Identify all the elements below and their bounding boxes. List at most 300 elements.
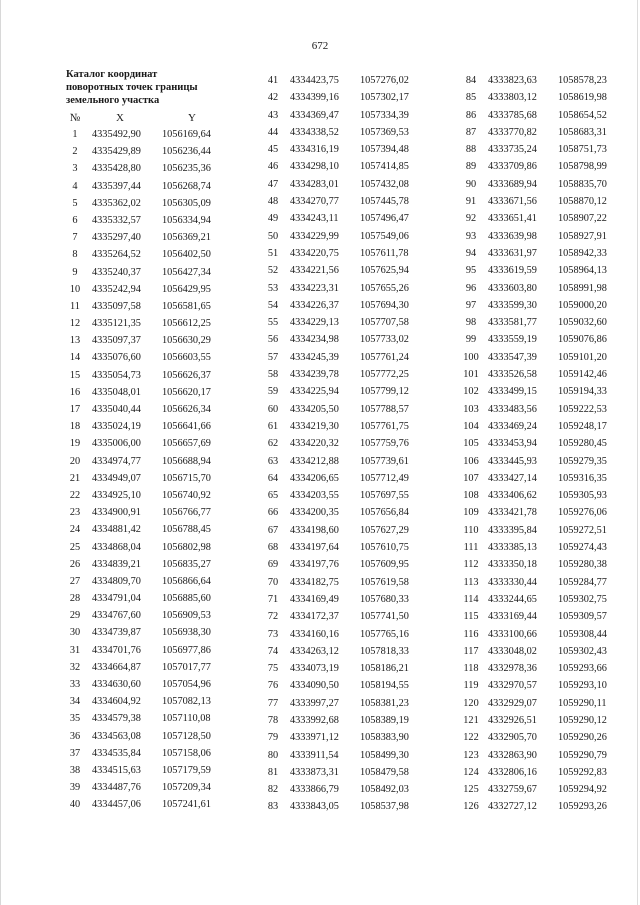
y-coordinate: 1056603,55 xyxy=(162,352,211,364)
point-number: 101 xyxy=(463,369,479,381)
y-coordinate: 1057611,78 xyxy=(360,247,409,259)
point-number: 93 xyxy=(465,230,477,242)
y-coordinate: 1059142,46 xyxy=(558,369,607,381)
x-coordinate: 4334399,16 xyxy=(290,92,339,104)
x-coordinate: 4334839,21 xyxy=(92,558,141,570)
y-coordinate: 1058492,03 xyxy=(360,784,409,796)
y-coordinate: 1057334,39 xyxy=(360,109,409,121)
point-number: 60 xyxy=(267,403,279,415)
y-coordinate: 1057799,12 xyxy=(360,386,409,398)
x-coordinate: 4334226,37 xyxy=(290,299,339,311)
y-coordinate: 1058751,73 xyxy=(558,144,607,156)
y-coordinate: 1059302,43 xyxy=(558,645,607,657)
y-coordinate: 1056630,29 xyxy=(162,335,211,347)
x-coordinate: 4333499,15 xyxy=(488,386,537,398)
x-coordinate: 4333559,19 xyxy=(488,334,537,346)
point-number: 16 xyxy=(69,386,81,398)
x-coordinate: 4333244,65 xyxy=(488,593,537,605)
point-number: 125 xyxy=(463,784,479,796)
page-edge-left xyxy=(0,0,1,905)
point-number: 110 xyxy=(463,524,479,536)
point-number: 10 xyxy=(69,283,81,295)
point-number: 74 xyxy=(267,645,279,657)
x-coordinate: 4333843,05 xyxy=(290,801,339,813)
page-number: 672 xyxy=(311,40,329,52)
x-coordinate: 4334169,49 xyxy=(290,593,339,605)
point-number: 92 xyxy=(465,213,477,225)
y-coordinate: 1059292,83 xyxy=(558,766,607,778)
point-number: 100 xyxy=(463,351,479,363)
point-number: 24 xyxy=(69,524,81,536)
y-coordinate: 1059280,45 xyxy=(558,438,607,450)
point-number: 106 xyxy=(463,455,479,467)
y-coordinate: 1057609,95 xyxy=(360,559,409,571)
point-number: 103 xyxy=(463,403,479,415)
y-coordinate: 1057818,33 xyxy=(360,645,409,657)
y-coordinate: 1056581,65 xyxy=(162,300,211,312)
y-coordinate: 1056305,09 xyxy=(162,197,211,209)
x-coordinate: 4334630,60 xyxy=(92,679,141,690)
y-coordinate: 1059308,44 xyxy=(558,628,607,640)
y-coordinate: 1057627,29 xyxy=(360,524,409,536)
x-coordinate: 4335076,60 xyxy=(92,352,141,364)
y-coordinate: 1058927,91 xyxy=(558,230,607,242)
x-coordinate: 4333671,56 xyxy=(488,196,537,208)
x-coordinate: 4335242,94 xyxy=(92,283,141,295)
x-coordinate: 4335428,80 xyxy=(92,163,141,175)
y-coordinate: 1057656,84 xyxy=(360,507,409,519)
header-y: Y xyxy=(188,112,196,124)
x-coordinate: 4333547,39 xyxy=(488,351,537,363)
point-number: 113 xyxy=(463,576,479,588)
y-coordinate: 1057788,57 xyxy=(360,403,409,415)
point-number: 61 xyxy=(267,420,279,432)
y-coordinate: 1059076,86 xyxy=(558,334,607,346)
x-coordinate: 4334073,19 xyxy=(290,663,339,675)
x-coordinate: 4334974,77 xyxy=(92,455,141,467)
x-coordinate: 4332926,51 xyxy=(488,714,537,726)
y-coordinate: 1057054,96 xyxy=(162,679,211,690)
y-coordinate: 1057759,76 xyxy=(360,438,409,450)
y-coordinate: 1059280,38 xyxy=(558,559,607,571)
point-number: 80 xyxy=(267,749,279,761)
y-coordinate: 1057697,55 xyxy=(360,490,409,502)
y-coordinate: 1057610,75 xyxy=(360,542,409,554)
x-coordinate: 4335397,44 xyxy=(92,180,141,192)
point-number: 68 xyxy=(267,542,279,554)
point-number: 88 xyxy=(465,144,477,156)
x-coordinate: 4334925,10 xyxy=(92,489,141,501)
y-coordinate: 1058383,90 xyxy=(360,732,409,744)
y-coordinate: 1058870,12 xyxy=(558,196,607,208)
x-coordinate: 4333639,98 xyxy=(488,230,537,242)
point-number: 47 xyxy=(267,178,279,190)
y-coordinate: 1057707,58 xyxy=(360,317,409,329)
x-coordinate: 4335362,02 xyxy=(92,197,141,209)
x-coordinate: 4335024,19 xyxy=(92,421,141,433)
y-coordinate: 1059290,79 xyxy=(558,749,607,761)
x-coordinate: 4334515,63 xyxy=(92,764,141,776)
y-coordinate: 1059293,10 xyxy=(558,680,607,692)
header-x: X xyxy=(116,112,124,124)
x-coordinate: 4333385,13 xyxy=(488,542,537,554)
y-coordinate: 1057496,47 xyxy=(360,213,409,225)
x-coordinate: 4334198,60 xyxy=(290,524,339,536)
y-coordinate: 1057082,13 xyxy=(162,696,211,708)
x-coordinate: 4334203,55 xyxy=(290,490,339,502)
x-coordinate: 4333421,78 xyxy=(488,507,537,519)
point-number: 109 xyxy=(463,507,479,519)
x-coordinate: 4335264,52 xyxy=(92,249,141,261)
y-coordinate: 1058907,22 xyxy=(558,213,607,225)
y-coordinate: 1057619,58 xyxy=(360,576,409,588)
point-number: 112 xyxy=(463,559,479,571)
y-coordinate: 1056427,34 xyxy=(162,266,211,278)
point-number: 40 xyxy=(69,799,81,811)
point-number: 1 xyxy=(72,129,78,140)
x-coordinate: 4334881,42 xyxy=(92,524,141,536)
point-number: 115 xyxy=(463,611,479,623)
point-number: 46 xyxy=(267,161,279,173)
point-number: 32 xyxy=(69,661,81,673)
x-coordinate: 4333445,93 xyxy=(488,455,537,467)
point-number: 56 xyxy=(267,334,279,346)
point-number: 63 xyxy=(267,455,279,467)
point-number: 54 xyxy=(267,299,279,311)
point-number: 73 xyxy=(267,628,279,640)
x-coordinate: 4333581,77 xyxy=(488,317,537,329)
y-coordinate: 1056620,17 xyxy=(162,386,211,398)
y-coordinate: 1059293,26 xyxy=(558,801,607,813)
point-number: 20 xyxy=(69,455,81,467)
x-coordinate: 4334220,75 xyxy=(290,247,339,259)
x-coordinate: 4334809,70 xyxy=(92,575,141,587)
y-coordinate: 1056429,95 xyxy=(162,283,211,295)
x-coordinate: 4335429,89 xyxy=(92,146,141,158)
x-coordinate: 4334457,06 xyxy=(92,799,141,811)
y-coordinate: 1057765,16 xyxy=(360,628,409,640)
point-number: 41 xyxy=(267,75,279,86)
x-coordinate: 4333803,12 xyxy=(488,92,537,104)
x-coordinate: 4333689,94 xyxy=(488,178,537,190)
x-coordinate: 4334423,75 xyxy=(290,75,339,86)
x-coordinate: 4334487,76 xyxy=(92,782,141,794)
point-number: 79 xyxy=(267,732,279,744)
point-number: 9 xyxy=(72,266,78,278)
x-coordinate: 4334200,35 xyxy=(290,507,339,519)
x-coordinate: 4334223,31 xyxy=(290,282,339,294)
x-coordinate: 4333770,82 xyxy=(488,126,537,138)
y-coordinate: 1057761,75 xyxy=(360,420,409,432)
y-coordinate: 1057209,34 xyxy=(162,782,211,794)
x-coordinate: 4335332,57 xyxy=(92,214,141,226)
x-coordinate: 4333048,02 xyxy=(488,645,537,657)
x-coordinate: 4335097,37 xyxy=(92,335,141,347)
x-coordinate: 4333735,24 xyxy=(488,144,537,156)
y-coordinate: 1058578,23 xyxy=(558,75,607,86)
x-coordinate: 4334234,98 xyxy=(290,334,339,346)
x-coordinate: 4333406,62 xyxy=(488,490,537,502)
point-number: 107 xyxy=(463,472,479,484)
x-coordinate: 4333483,56 xyxy=(488,403,537,415)
x-coordinate: 4333651,41 xyxy=(488,213,537,225)
y-coordinate: 1058964,13 xyxy=(558,265,607,277)
point-number: 57 xyxy=(267,351,279,363)
point-number: 95 xyxy=(465,265,477,277)
point-number: 71 xyxy=(267,593,279,605)
y-coordinate: 1057432,08 xyxy=(360,178,409,190)
point-number: 82 xyxy=(267,784,279,796)
x-coordinate: 4333599,30 xyxy=(488,299,537,311)
x-coordinate: 4332929,07 xyxy=(488,697,537,709)
point-number: 39 xyxy=(69,782,81,794)
y-coordinate: 1056626,34 xyxy=(162,404,211,415)
x-coordinate: 4333911,54 xyxy=(290,749,339,761)
point-number: 62 xyxy=(267,438,279,450)
point-number: 45 xyxy=(267,144,279,156)
y-coordinate: 1056641,66 xyxy=(162,421,211,433)
point-number: 75 xyxy=(267,663,279,675)
x-coordinate: 4332806,16 xyxy=(488,766,537,778)
x-coordinate: 4334701,76 xyxy=(92,644,141,656)
x-coordinate: 4332863,90 xyxy=(488,749,537,761)
x-coordinate: 4334316,19 xyxy=(290,144,339,156)
x-coordinate: 4332759,67 xyxy=(488,784,537,796)
point-number: 3 xyxy=(72,163,78,175)
y-coordinate: 1056657,69 xyxy=(162,438,211,450)
x-coordinate: 4334767,60 xyxy=(92,610,141,622)
y-coordinate: 1059290,26 xyxy=(558,732,607,744)
y-coordinate: 1059302,75 xyxy=(558,593,607,605)
y-coordinate: 1057733,02 xyxy=(360,334,409,346)
point-number: 102 xyxy=(463,386,479,398)
point-number: 90 xyxy=(465,178,477,190)
point-number: 49 xyxy=(267,213,279,225)
y-coordinate: 1056402,50 xyxy=(162,249,211,261)
y-coordinate: 1056612,25 xyxy=(162,318,211,330)
header-number: № xyxy=(69,112,81,124)
point-number: 81 xyxy=(267,766,279,778)
point-number: 25 xyxy=(69,541,81,553)
x-coordinate: 4334283,01 xyxy=(290,178,339,190)
y-coordinate: 1059316,35 xyxy=(558,472,607,484)
y-coordinate: 1059194,33 xyxy=(558,386,607,398)
point-number: 4 xyxy=(72,180,78,192)
y-coordinate: 1057394,48 xyxy=(360,144,409,156)
y-coordinate: 1057302,17 xyxy=(360,92,409,104)
point-number: 33 xyxy=(69,679,81,690)
y-coordinate: 1056909,53 xyxy=(162,610,211,622)
y-coordinate: 1059279,35 xyxy=(558,455,607,467)
y-coordinate: 1058499,30 xyxy=(360,749,409,761)
point-number: 78 xyxy=(267,714,279,726)
y-coordinate: 1058683,31 xyxy=(558,126,607,138)
point-number: 69 xyxy=(267,559,279,571)
point-number: 31 xyxy=(69,644,81,656)
y-coordinate: 1056235,36 xyxy=(162,163,211,175)
x-coordinate: 4335040,44 xyxy=(92,404,141,415)
x-coordinate: 4334172,37 xyxy=(290,611,339,623)
point-number: 64 xyxy=(267,472,279,484)
y-coordinate: 1059272,51 xyxy=(558,524,607,536)
x-coordinate: 4335240,37 xyxy=(92,266,141,278)
x-coordinate: 4334664,87 xyxy=(92,661,141,673)
x-coordinate: 4333169,44 xyxy=(488,611,537,623)
y-coordinate: 1056977,86 xyxy=(162,644,211,656)
y-coordinate: 1056236,44 xyxy=(162,146,211,158)
point-number: 94 xyxy=(465,247,477,259)
point-number: 15 xyxy=(69,369,81,381)
x-coordinate: 4334182,75 xyxy=(290,576,339,588)
y-coordinate: 1058619,98 xyxy=(558,92,607,104)
point-number: 104 xyxy=(463,420,479,432)
x-coordinate: 4334535,84 xyxy=(92,747,141,759)
y-coordinate: 1059276,06 xyxy=(558,507,607,519)
point-number: 114 xyxy=(463,593,479,605)
y-coordinate: 1057017,77 xyxy=(162,661,211,673)
catalog-title-line: Каталог координат xyxy=(66,69,158,80)
y-coordinate: 1059032,60 xyxy=(558,317,607,329)
y-coordinate: 1056866,64 xyxy=(162,575,211,587)
point-number: 84 xyxy=(465,75,477,86)
y-coordinate: 1056938,30 xyxy=(162,627,211,639)
point-number: 38 xyxy=(69,764,81,776)
y-coordinate: 1059274,43 xyxy=(558,542,607,554)
x-coordinate: 4334270,77 xyxy=(290,196,339,208)
y-coordinate: 1057712,49 xyxy=(360,472,409,484)
x-coordinate: 4334263,12 xyxy=(290,645,339,657)
catalog-title-line: поворотных точек границы xyxy=(66,82,198,93)
point-number: 12 xyxy=(69,318,81,330)
y-coordinate: 1057625,94 xyxy=(360,265,409,277)
point-number: 13 xyxy=(69,335,81,347)
catalog-title xyxy=(66,68,256,107)
y-coordinate: 1059290,12 xyxy=(558,714,607,726)
x-coordinate: 4334212,88 xyxy=(290,455,339,467)
x-coordinate: 4333823,63 xyxy=(488,75,537,86)
y-coordinate: 1057414,85 xyxy=(360,161,409,173)
point-number: 23 xyxy=(69,507,81,519)
point-number: 116 xyxy=(463,628,479,640)
point-number: 76 xyxy=(267,680,279,692)
x-coordinate: 4334338,52 xyxy=(290,126,339,138)
y-coordinate: 1059305,93 xyxy=(558,490,607,502)
y-coordinate: 1057276,02 xyxy=(360,75,409,86)
x-coordinate: 4333631,97 xyxy=(488,247,537,259)
y-coordinate: 1056766,77 xyxy=(162,507,211,519)
point-number: 14 xyxy=(69,352,81,364)
y-coordinate: 1058186,21 xyxy=(360,663,409,675)
y-coordinate: 1058991,98 xyxy=(558,282,607,294)
point-number: 105 xyxy=(463,438,479,450)
y-coordinate: 1058798,99 xyxy=(558,161,607,173)
point-number: 8 xyxy=(72,249,78,261)
y-coordinate: 1057761,24 xyxy=(360,351,409,363)
y-coordinate: 1059290,11 xyxy=(558,697,607,709)
y-coordinate: 1058381,23 xyxy=(360,697,409,709)
x-coordinate: 4334090,50 xyxy=(290,680,339,692)
y-coordinate: 1057741,50 xyxy=(360,611,409,623)
point-number: 50 xyxy=(267,230,279,242)
x-coordinate: 4333785,68 xyxy=(488,109,537,121)
x-coordinate: 4334739,87 xyxy=(92,627,141,639)
x-coordinate: 4334563,08 xyxy=(92,730,141,742)
x-coordinate: 4333866,79 xyxy=(290,784,339,796)
y-coordinate: 1057445,78 xyxy=(360,196,409,208)
x-coordinate: 4333992,68 xyxy=(290,714,339,726)
x-coordinate: 4334206,65 xyxy=(290,472,339,484)
x-coordinate: 4333395,84 xyxy=(488,524,537,536)
point-number: 65 xyxy=(267,490,279,502)
y-coordinate: 1056334,94 xyxy=(162,214,211,226)
x-coordinate: 4334229,13 xyxy=(290,317,339,329)
x-coordinate: 4334298,10 xyxy=(290,161,339,173)
y-coordinate: 1058479,58 xyxy=(360,766,409,778)
y-coordinate: 1057680,33 xyxy=(360,593,409,605)
y-coordinate: 1057128,50 xyxy=(162,730,211,742)
y-coordinate: 1059000,20 xyxy=(558,299,607,311)
x-coordinate: 4333453,94 xyxy=(488,438,537,450)
x-coordinate: 4334239,78 xyxy=(290,369,339,381)
point-number: 67 xyxy=(267,524,279,536)
y-coordinate: 1056688,94 xyxy=(162,455,211,467)
point-number: 86 xyxy=(465,109,477,121)
point-number: 89 xyxy=(465,161,477,173)
point-number: 34 xyxy=(69,696,81,708)
x-coordinate: 4333427,14 xyxy=(488,472,537,484)
catalog-title-line: земельного участка xyxy=(66,95,160,106)
point-number: 98 xyxy=(465,317,477,329)
point-number: 85 xyxy=(465,92,477,104)
x-coordinate: 4334868,04 xyxy=(92,541,141,553)
y-coordinate: 1058194,55 xyxy=(360,680,409,692)
y-coordinate: 1058654,52 xyxy=(558,109,607,121)
point-number: 96 xyxy=(465,282,477,294)
x-coordinate: 4332970,57 xyxy=(488,680,537,692)
x-coordinate: 4335097,58 xyxy=(92,300,141,312)
y-coordinate: 1057694,30 xyxy=(360,299,409,311)
point-number: 70 xyxy=(267,576,279,588)
point-number: 58 xyxy=(267,369,279,381)
point-number: 66 xyxy=(267,507,279,519)
y-coordinate: 1056740,92 xyxy=(162,489,211,501)
y-coordinate: 1059284,77 xyxy=(558,576,607,588)
point-number: 11 xyxy=(70,300,80,312)
x-coordinate: 4333603,80 xyxy=(488,282,537,294)
y-coordinate: 1057549,06 xyxy=(360,230,409,242)
point-number: 117 xyxy=(463,645,479,657)
point-number: 83 xyxy=(267,801,279,813)
point-number: 36 xyxy=(69,730,81,742)
point-number: 52 xyxy=(267,265,279,277)
x-coordinate: 4333709,86 xyxy=(488,161,537,173)
y-coordinate: 1058835,70 xyxy=(558,178,607,190)
x-coordinate: 4332905,70 xyxy=(488,732,537,744)
point-number: 87 xyxy=(465,126,477,138)
x-coordinate: 4333997,27 xyxy=(290,697,339,709)
x-coordinate: 4334243,11 xyxy=(290,213,339,225)
point-number: 91 xyxy=(465,196,477,208)
point-number: 122 xyxy=(463,732,479,744)
y-coordinate: 1057739,61 xyxy=(360,455,409,467)
y-coordinate: 1056802,98 xyxy=(162,541,211,553)
point-number: 17 xyxy=(69,404,81,415)
point-number: 5 xyxy=(72,197,78,209)
x-coordinate: 4334160,16 xyxy=(290,628,339,640)
point-number: 123 xyxy=(463,749,479,761)
point-number: 119 xyxy=(463,680,479,692)
y-coordinate: 1056715,70 xyxy=(162,472,211,484)
